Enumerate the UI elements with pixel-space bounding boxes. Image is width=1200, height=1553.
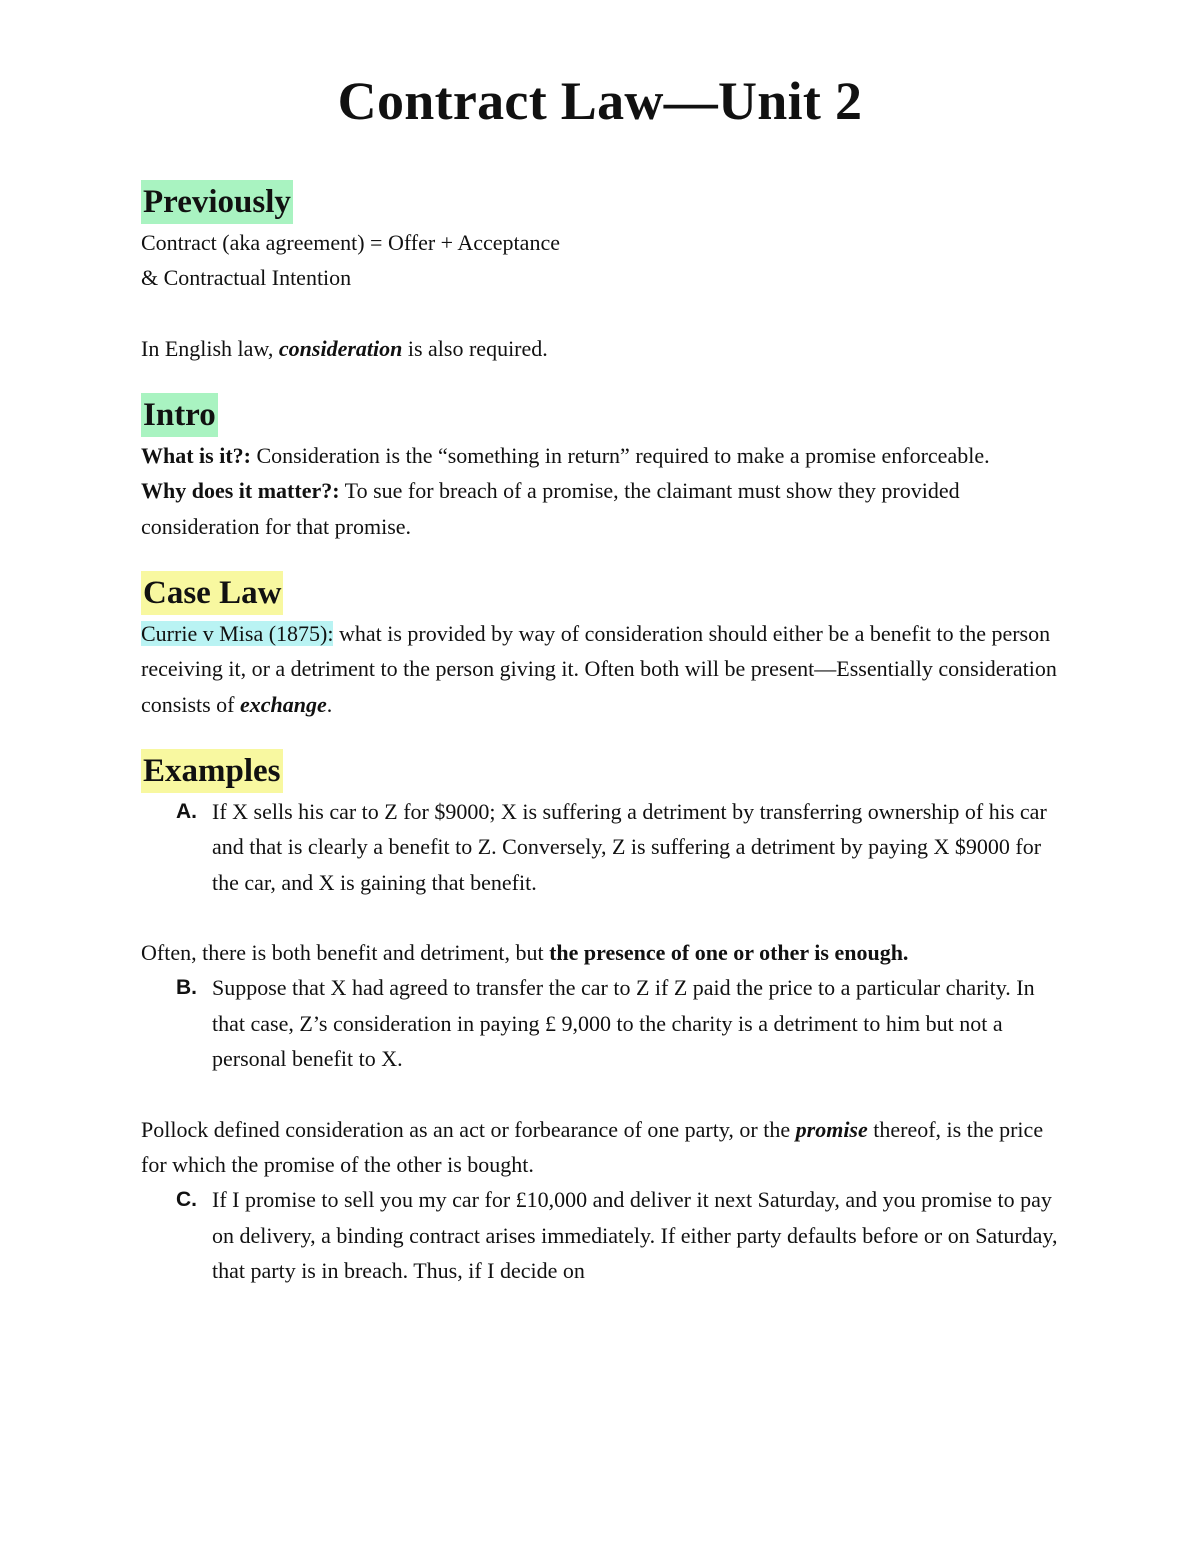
case-law-text-start: what is provided by way of consideration should either be a benefit to the person receiving it, or a detriment to the person giving it. Often both will be present—Essentially consideration consists of (141, 621, 1057, 717)
why-matter-label: Why does it matter?: (141, 478, 340, 504)
often-bold-text: the presence of one or other is enough. (549, 940, 909, 966)
what-is-it-text: Consideration is the “something in return” required to make a promise enforceable. (251, 443, 990, 469)
example-a (141, 794, 1071, 900)
what-is-it-label: What is it?: (141, 443, 251, 469)
example-a-marker: A. (176, 799, 197, 823)
case-name: Currie v Misa (1875): (141, 621, 334, 647)
intro-heading (141, 392, 1071, 438)
pollock-text-start: Pollock defined consideration as an act or forbearance of one party, or the (141, 1116, 796, 1142)
document-body (141, 179, 1071, 1288)
previously-heading-text: Previously (141, 180, 293, 224)
intro-heading-text: Intro (141, 393, 218, 437)
case-law-heading (141, 570, 1071, 616)
example-c (141, 1182, 1071, 1288)
consideration-emphasis: consideration (278, 335, 403, 361)
english-law-paragraph (141, 331, 1071, 366)
pollock-paragraph (141, 1112, 1071, 1183)
previously-line-2: & Contractual Intention (141, 265, 352, 291)
often-text: Often, there is both benefit and detriment, but (141, 940, 550, 966)
previously-line-1: Contract (aka agreement) = Offer + Acceptance (141, 230, 560, 255)
case-law-paragraph (141, 616, 1071, 722)
why-matter-text: To sue for breach of a promise, the claimant must show they provided consideration for that promise. (141, 478, 960, 539)
document-title: Contract Law—Unit 2 (337, 71, 863, 131)
example-b-marker: B. (176, 976, 197, 1000)
example-b (141, 970, 1071, 1076)
example-c-text: If I promise to sell you my car for £10,000 and deliver it next Saturday, and you promise to pay on delivery, a binding contract arises immediately. If either party defaults before or on Saturday, that party is in breach. Thus, if I decide on (212, 1187, 1058, 1283)
examples-heading-text: Examples (141, 749, 283, 793)
example-b-text: Suppose that X had agreed to transfer the car to Z if Z paid the price to a particular charity. In that case, Z’s consideration in paying £ 9,000 to the charity is a detriment to him but not a personal benefit to X. (212, 975, 1035, 1072)
case-law-heading-text: Case Law (141, 571, 283, 615)
example-a-text: If X sells his car to Z for $9000; X is suffering a detriment by transferring ownership of his car and that is clearly a benefit to Z. Conversely, Z is suffering a detriment by paying X $9000 for the car, and X is gaining that benefit. (212, 798, 1047, 895)
pollock-text-end: thereof, is the price for which the promise of the other is bought. (141, 1116, 1044, 1177)
example-c-marker: C. (176, 1188, 197, 1212)
intro-why-paragraph (141, 473, 1071, 544)
often-paragraph (141, 935, 1071, 970)
english-law-text-end: is also required. (402, 335, 548, 361)
previously-heading (141, 179, 1071, 225)
english-law-text-start: In English law, (141, 335, 279, 361)
case-law-text-end: . (326, 691, 333, 717)
promise-emphasis: promise (795, 1116, 868, 1142)
intro-what-paragraph (141, 438, 1071, 473)
examples-heading (141, 748, 1071, 794)
exchange-emphasis: exchange (240, 691, 327, 717)
